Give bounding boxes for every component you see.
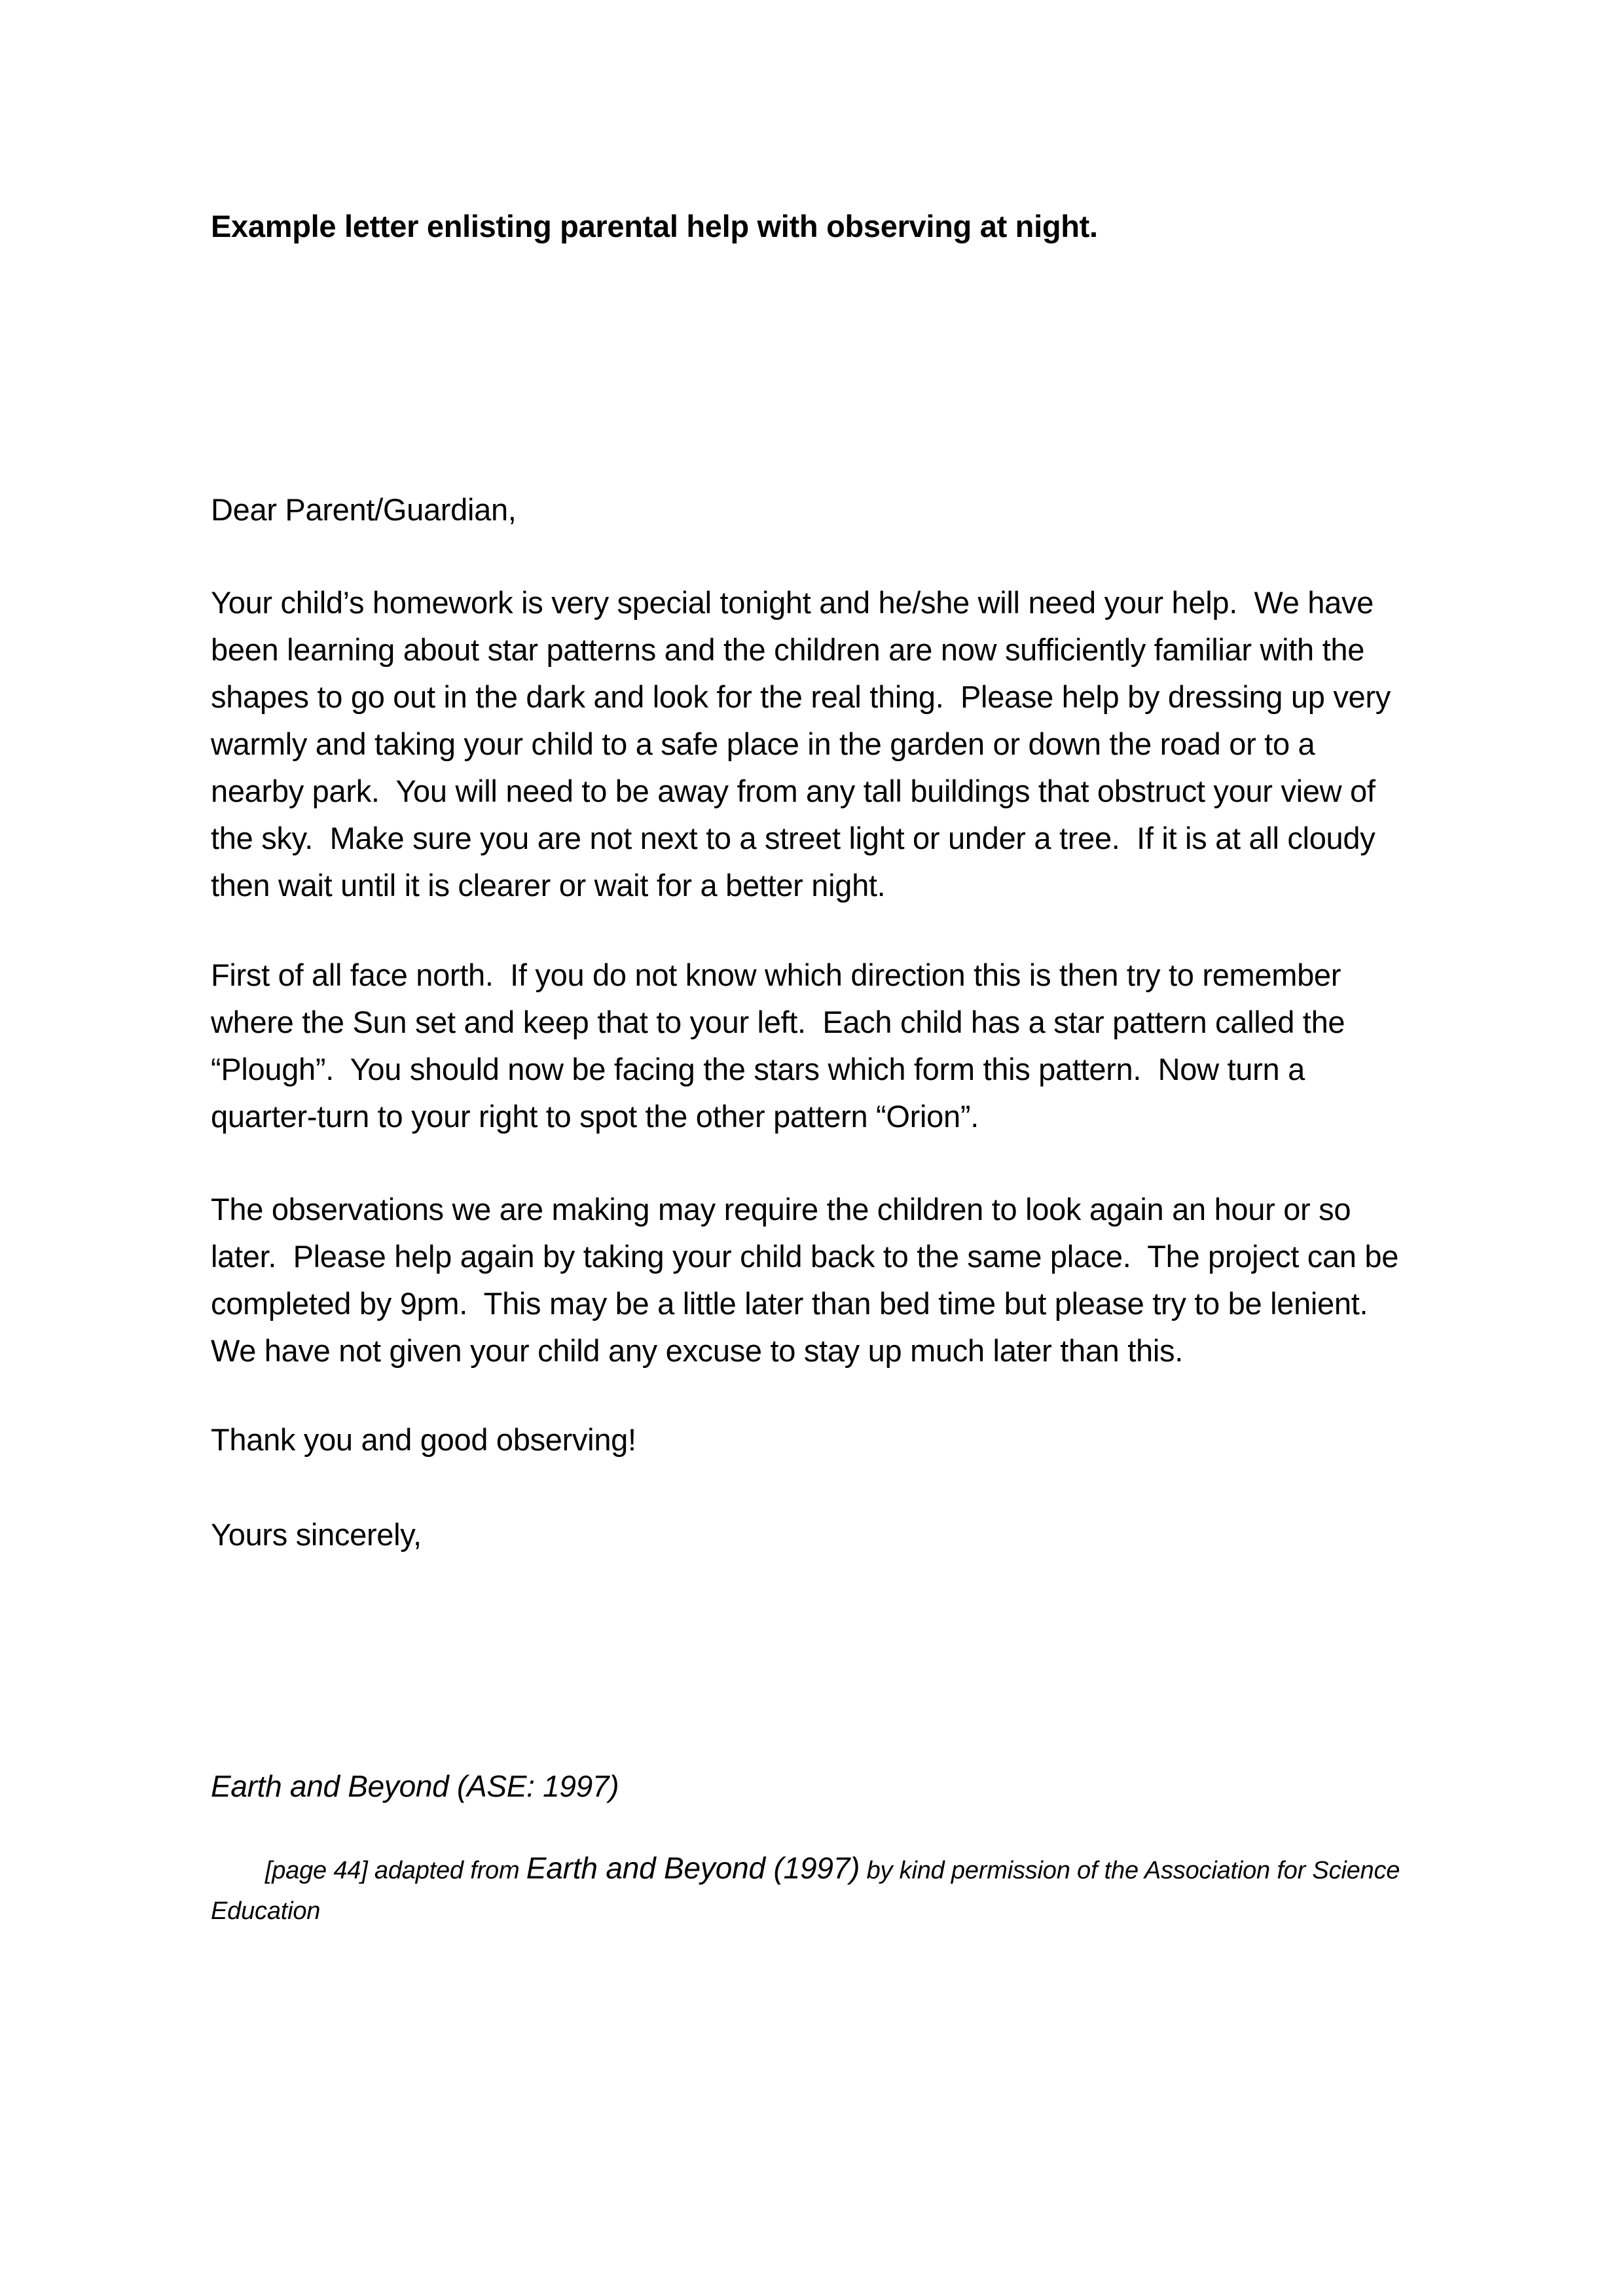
- credit-book-title: Earth and Beyond (1997): [526, 1851, 860, 1885]
- paragraph-1: Your child’s homework is very special tonight and he/she will need your help. We have been learning about star patterns and the children are now sufficiently familiar with the shapes to go out in the dark and look for the real thing. Please help by dressing up very warmly and taking your child to a safe place in the garden or down the road or to a nearby park. You will need to be away from any tall buildings that obstruct your view of the sky. Make sure you are not next to a street light or under a tree. If it is at all cloudy then wait until it is clearer or wait for a better night.: [211, 585, 1399, 903]
- paragraph-2: First of all face north. If you do not know which direction this is then try to remember where the Sun set and keep that to your left. Each child has a star pattern called the “Plough”. You should now be facing the stars which form this pattern. Now turn a quarter-turn to your right to spot the other pattern “Orion”.: [211, 958, 1354, 1134]
- paragraph-3: The observations we are making may require the children to look again an hour or so later. Please help again by taking your child back to the same place. The project can be completed by 9pm. This may be a little later than bed time but please try to be lenient. We have not given your child any excuse to stay up much later than this.: [211, 1192, 1407, 1368]
- letter-title: Example letter enlisting parental help with observing at night.: [211, 209, 1098, 243]
- closing-thanks: Thank you and good observing!: [211, 1422, 636, 1457]
- salutation: Dear Parent/Guardian,: [211, 492, 517, 527]
- source-title: Earth and Beyond (ASE: 1997): [211, 1769, 619, 1803]
- closing-signoff: Yours sincerely,: [211, 1517, 422, 1552]
- credit-line: [211, 1807, 1410, 1972]
- credit-suffix: by kind permission of the Association for Science Education: [211, 1857, 1407, 1925]
- credit-prefix: [page 44] adapted from: [264, 1857, 526, 1884]
- source-citation: [211, 1765, 1410, 1972]
